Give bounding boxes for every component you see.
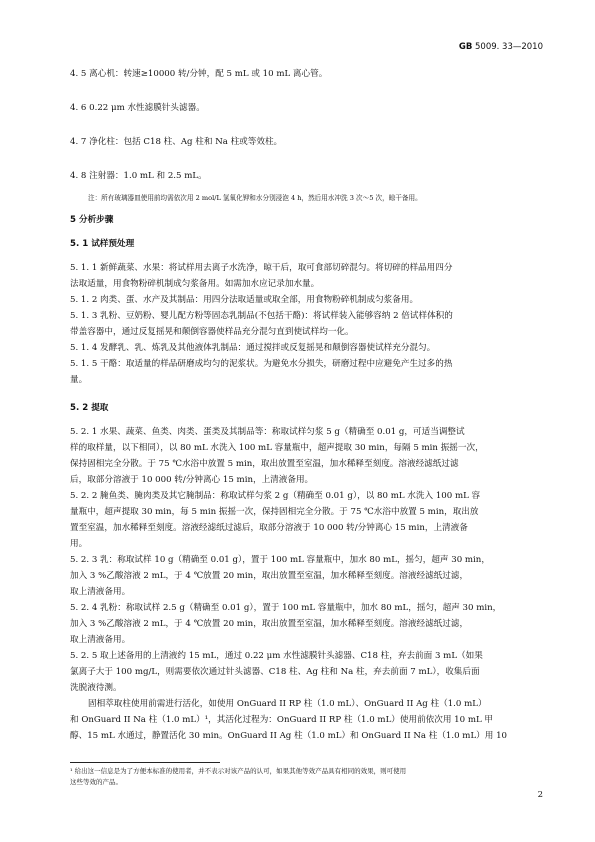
text-line: 保持固相完全分散。于 75 ℃水浴中放置 5 min，取出放置至室温，加水稀释至刻度。溶液经滤纸过滤 xyxy=(70,459,459,469)
text-line: 醇、15 mL 水通过，静置活化 30 min。OnGuard II Ag 柱（1.0 mL）和 OnGuard II Na 柱（1.0 mL）用 10 xyxy=(70,731,508,741)
paragraph-5-1-2: 5. 1. 2 肉类、蛋、水产及其制品：用四分法取适量或取全部，用食物粉碎机制成匀浆备用。 xyxy=(70,295,419,305)
section-5-2-title: 5. 2 提取 xyxy=(70,403,109,413)
text-line: 用。 xyxy=(70,539,88,549)
text-line: 样的取样量，以下相同），以 80 mL 水洗入 100 mL 容量瓶中，超声提取 30 min，每隔 5 min 振摇一次， xyxy=(70,443,484,453)
section-5-title: 5 分析步骤 xyxy=(70,215,114,225)
paragraph-5-2-3 xyxy=(70,552,540,600)
paragraph-5-1-4: 5. 1. 4 发酵乳、乳、炼乳及其他液体乳制品：通过搅拌或反复摇晃和颠倒容器使试样充分混匀。 xyxy=(70,343,436,353)
section-5-1-title: 5. 1 试样预处理 xyxy=(70,239,135,249)
standard-code-prefix: GB xyxy=(458,42,473,52)
text-line: 加入 3 %乙酸溶液 2 mL，于 4 ℃放置 20 min，取出放置至室温，加水稀释至刻度。溶液经滤纸过滤， xyxy=(70,619,469,629)
text-line: 5. 1. 3 乳粉、豆奶粉、婴儿配方粉等固态乳制品(不包括干酪)：将试样装入能够容纳 2 倍试样体积的 xyxy=(70,311,453,321)
text-line: 法取适量，用食物粉碎机制成匀浆备用。如需加水应记录加水量。 xyxy=(70,279,320,289)
text-line: 5. 2. 3 乳：称取试样 10 g（精确至 0.01 g），置于 100 mL 容量瓶中，加水 80 mL，摇匀，超声 30 min， xyxy=(70,555,490,565)
text-line: 5. 2. 4 乳粉：称取试样 2.5 g（精确至 0.01 g），置于 100 mL 容量瓶中，加水 80 mL，摇匀，超声 30 min， xyxy=(70,603,502,613)
document-body xyxy=(70,66,540,744)
paragraph-5-2-1 xyxy=(70,424,540,488)
text-line: 后，取部分溶液于 10 000 转/分钟离心 15 min，上清液备用。 xyxy=(70,475,314,485)
text-line: 固相萃取柱使用前需进行活化，如使用 OnGuard II RP 柱（1.0 mL）、OnGuard II Ag 柱（1.0 mL） xyxy=(88,699,487,709)
paragraph-5-2-2 xyxy=(70,488,540,552)
text-line: 量瓶中，超声提取 30 min，每 5 min 振摇一次，保持固相完全分散。于 75 ℃水浴中放置 5 min，取出放 xyxy=(70,507,479,517)
footnote-line: ¹ 给出这一信息是为了方便本标准的使用者，并不表示对该产品的认可，如果其他等效产品具有相同的效果，则可使用 xyxy=(70,767,407,775)
item-4-8: 4. 8 注射器：1.0 mL 和 2.5 mL。 xyxy=(70,171,207,181)
text-line: 洗脱液待测。 xyxy=(70,683,122,693)
text-line: 置至室温，加水稀释至刻度。溶液经滤纸过滤后，取部分溶液于 10 000 转/分钟离心 15 min，上清液备 xyxy=(70,523,468,533)
item-4-5: 4. 5 离心机：转速≥10000 转/分钟，配 5 mL 或 10 mL 离心管。 xyxy=(70,69,328,79)
item-4-6: 4. 6 0.22 μm 水性滤膜针头滤器。 xyxy=(70,103,205,113)
paragraph-5-2-4 xyxy=(70,600,540,648)
footnote-line: 这些等效的产品。 xyxy=(70,778,122,786)
paragraph-5-1-1 xyxy=(70,260,540,292)
text-line: 量。 xyxy=(70,375,88,385)
footnote xyxy=(70,766,540,788)
text-line: 取上清液备用。 xyxy=(70,587,131,597)
paragraph-5-1-5 xyxy=(70,356,540,388)
text-line: 和 OnGuard II Na 柱（1.0 mL）¹，其活化过程为：OnGuard II RP 柱（1.0 mL）使用前依次用 10 mL 甲 xyxy=(70,715,494,725)
text-line: 5. 2. 2 腌鱼类、腌肉类及其它腌制品：称取试样匀浆 2 g（精确至 0.01 g），以 80 mL 水洗入 100 mL 容 xyxy=(70,491,481,501)
paragraph-column-activation xyxy=(70,696,540,744)
standard-code: 5009. 33—2010 xyxy=(475,42,543,52)
text-line: 5. 1. 1 新鲜蔬菜、水果：将试样用去离子水洗净，晾干后，取可食部切碎混匀。将切碎的样品用四分 xyxy=(70,263,453,273)
paragraph-5-1-3 xyxy=(70,308,540,340)
text-line: 加入 3 %乙酸溶液 2 mL，于 4 ℃放置 20 min，取出放置至室温，加水稀释至刻度。溶液经滤纸过滤， xyxy=(70,571,469,581)
text-line: 5. 1. 5 干酪：取适量的样品研磨成均匀的泥浆状。为避免水分损失，研磨过程中应避免产生过多的热 xyxy=(70,359,453,369)
paragraph-5-2-5 xyxy=(70,648,540,696)
text-line: 5. 2. 5 取上述备用的上清液约 15 mL，通过 0.22 μm 水性滤膜针头滤器、C18 柱，弃去前面 3 mL（如果 xyxy=(70,651,483,661)
text-line: 带盖容器中，通过反复摇晃和颠倒容器使样品充分混匀直到使试样均一化。 xyxy=(70,327,354,337)
footnote-divider xyxy=(70,762,220,763)
note: 注：所有玻璃器皿使用前均需依次用 2 mol/L 氢氧化钾和水分别浸泡 4 h，然后用水冲洗 3 次～5 次，晾干备用。 xyxy=(88,194,422,202)
item-4-7: 4. 7 净化柱：包括 C18 柱、Ag 柱和 Na 柱或等效柱。 xyxy=(70,137,283,147)
text-line: 5. 2. 1 水果、蔬菜、鱼类、肉类、蛋类及其制品等：称取试样匀浆 5 g（精确至 0.01 g，可适当调整试 xyxy=(70,427,465,437)
page-number: 2 xyxy=(537,790,543,800)
text-line: 氯离子大于 100 mg/L，则需要依次通过针头滤器、C18 柱、Ag 柱和 Na 柱，弃去前面 7 mL），收集后面 xyxy=(70,667,480,677)
standard-code-header xyxy=(459,42,543,52)
text-line: 取上清液备用。 xyxy=(70,635,131,645)
